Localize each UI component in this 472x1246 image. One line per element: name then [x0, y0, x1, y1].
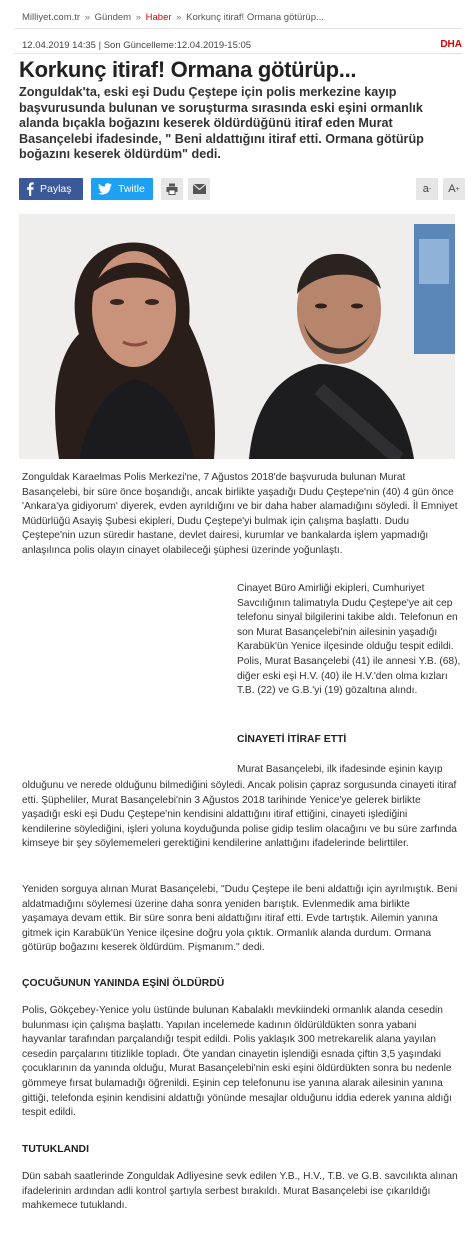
- twitter-icon: [98, 183, 112, 195]
- mail-icon: [193, 184, 206, 194]
- publish-dates: 12.04.2019 14:35 | Son Güncelleme:12.04.2019-15:05: [22, 40, 252, 51]
- breadcrumb-separator: »: [135, 12, 142, 23]
- facebook-share-button[interactable]: [19, 178, 83, 200]
- font-size-decrease-button[interactable]: a -: [416, 178, 438, 200]
- print-button[interactable]: [161, 178, 183, 200]
- article-paragraph: Yeniden sorguya alınan Murat Basançelebi, "Dudu Çeştepe ile beni aldattığı için ayrılmıştık. Beni aldatmadığını söylemesi üzerine daha sonra yeniden barıştık. Evlenmedik ama birlikte yaşamaya devam ettik. Bir süre sonra beni aldattığını itiraf etti. Evde tartıştık. Ailemin yanına gitmek için Karabük'ün Yenice ilçesine doğru yola çıktık. Ormanlık alanda durdum. Ormana götürüp boğazını keserek öldürdüm. Pişmanım." dedi.: [22, 884, 458, 954]
- facebook-share-label: Paylaş: [40, 183, 72, 195]
- breadcrumb-section-link[interactable]: Gündem: [94, 12, 132, 23]
- article-photo-illustration: [19, 214, 455, 459]
- article-paragraph: olduğunu ve nerede olduğunu bilmediğini söyledi. Ancak polisin çapraz sorgusunda cinayeti itiraf etti. Şüpheliler, Murat Basançelebi'nin 3 Ağustos 2018 tarihinde Yenice'ye gelerek birlikte yaşadığı eski eşi Dudu Çeştepe'nin kendisini aldattığını itiraf ettiğini, cinayeti işlediğini kendilerine söylediğini, işleri yoluna koyduğunda polise gidip teslim olacağını ve bu süre zarfında kimseye bir şey söylememeleri gerektiğini kendilerine anlattığını ifadelerinde belirttiler.: [22, 780, 457, 850]
- page-title: Korkunç itiraf! Ormana götürüp...: [19, 57, 357, 82]
- article-paragraph: Dün sabah saatlerinde Zonguldak Adliyesine sevk edilen Y.B., H.V., T.B. ve G.B. savcılıkta alınan ifadelerinin ardından adli kontrol şartıyla serbest bırakıldı. Murat Basançelebi ise çıkarıldığı mahkemece tutuklandı.: [22, 1171, 458, 1212]
- breadcrumb-separator: »: [176, 12, 182, 23]
- facebook-icon: [26, 182, 34, 196]
- breadcrumb-current: Korkunç itiraf! Ormana götürüp...: [186, 12, 324, 23]
- font-decrease-label: a: [422, 183, 429, 195]
- breadcrumb-site-link[interactable]: Milliyet.com.tr: [22, 12, 81, 23]
- article-column-paragraph: [237, 582, 462, 699]
- article-paragraph-first-line: Murat Basançelebi, ilk ifadesinde eşinin kayıp: [237, 764, 443, 775]
- article-lead: Zonguldak'ta, eski eşi Dudu Çeştepe için polis merkezine kayıp başvurusunda bulunan ve soruşturma sırasında eski eşini ormanlık alanda bıçakla boğazını keserek öldürdüğünü itiraf eden Murat Basançelebi ifadesinde, " Beni aldattığını itiraf etti. Ormana götürüp boğazını keserek öldürdüm" dedi.: [19, 85, 424, 162]
- news-source-badge: DHA: [440, 39, 462, 50]
- divider: [14, 28, 462, 29]
- breadcrumb: [22, 12, 324, 23]
- article-paragraph: Polis, Gökçebey-Yenice yolu üstünde bulunan Kabalaklı mevkiindeki ormanlık alanda cesedin bulunması için çalışma başlattı. Yapılan incelemede kadının öldürüldükten sonra yabani hayvanlar tarafından parçalandığı tespit edildi. Polis yaklaşık 300 metrekarelik alana yayılan cesedin parçalarını titizlikle topladı. Öte yandan cinayetin işlendiği esnada çiftin 3,5 yaşındaki çocuklarının da yanında olduğu, Murat Basançelebi'nin eski eşini öldürdükten sonra bu nedenle gömmeye fırsat bulamadığı öğrenildi. Eşinin cep telefonunu ise yanına alarak ailesinin yanına gittiği, telefonda eşinin kendisini aldattığı yönünde mesajlar olduğunu iddia ederek yanına aldığı tespit edildi.: [22, 1005, 452, 1119]
- article-paragraph: Cinayet Büro Amirliği ekipleri, Cumhuriyet Savcılığının talimatıyla Dudu Çeştepe'ye ait cep telefonu sinyal bilgilerini takibe aldı. Telefonun en son Murat Basançelebi'nin ailesinin yaşadığı Karabük'ün Yenice ilçesinde olduğu tespit edildi. Polis, Murat Basançelebi (41) ile annesi Y.B. (68), diğer eski eşi H.V. (40) ile H.V.'den olma kızları T.B. (22) ve G.B.'yi (19) gözaltına alındı.: [237, 583, 461, 697]
- article-photo: [19, 214, 455, 459]
- twitter-share-button[interactable]: [91, 178, 153, 200]
- article-subheading: CİNAYETİ İTİRAF ETTİ: [237, 734, 347, 745]
- print-icon: [166, 183, 178, 195]
- font-size-increase-button[interactable]: A +: [443, 178, 465, 200]
- breadcrumb-category-link[interactable]: Haber: [145, 12, 172, 23]
- divider: [14, 53, 462, 54]
- breadcrumb-separator: »: [84, 12, 90, 23]
- font-increase-label: A: [448, 183, 456, 195]
- article-subheading: ÇOCUĞUNUN YANINDA EŞİNİ ÖLDÜRDÜ: [22, 978, 225, 989]
- twitter-share-label: Twitle: [118, 183, 145, 195]
- email-share-button[interactable]: [188, 178, 210, 200]
- article-subheading: TUTUKLANDI: [22, 1144, 89, 1155]
- article-paragraph: Zonguldak Karaelmas Polis Merkezi'ne, 7 Ağustos 2018'de başvuruda bulunan Murat Basançelebi, bir süre önce boşandığı, ancak birlikte yaşadığı Dudu Çeştepe'nin (40) 4 gün önce 'Ankara'ya gidiyorum' diyerek, evden ayrıldığını ve bir daha haber alamadığını söyledi. İl Emniyet Müdürlüğü Asayiş Şubesi ekipleri, Dudu Çeştepe'yi bulmak için çalışma başlattı. Dudu Çeştepe'nin uzun süredir hastane, devlet dairesi, kurumlar ve bankalarda işlem yapmadığı anlaşılınca polis olayın cinayet olabileceği şüphesi üzerinde yoğunlaştı.: [22, 472, 458, 556]
